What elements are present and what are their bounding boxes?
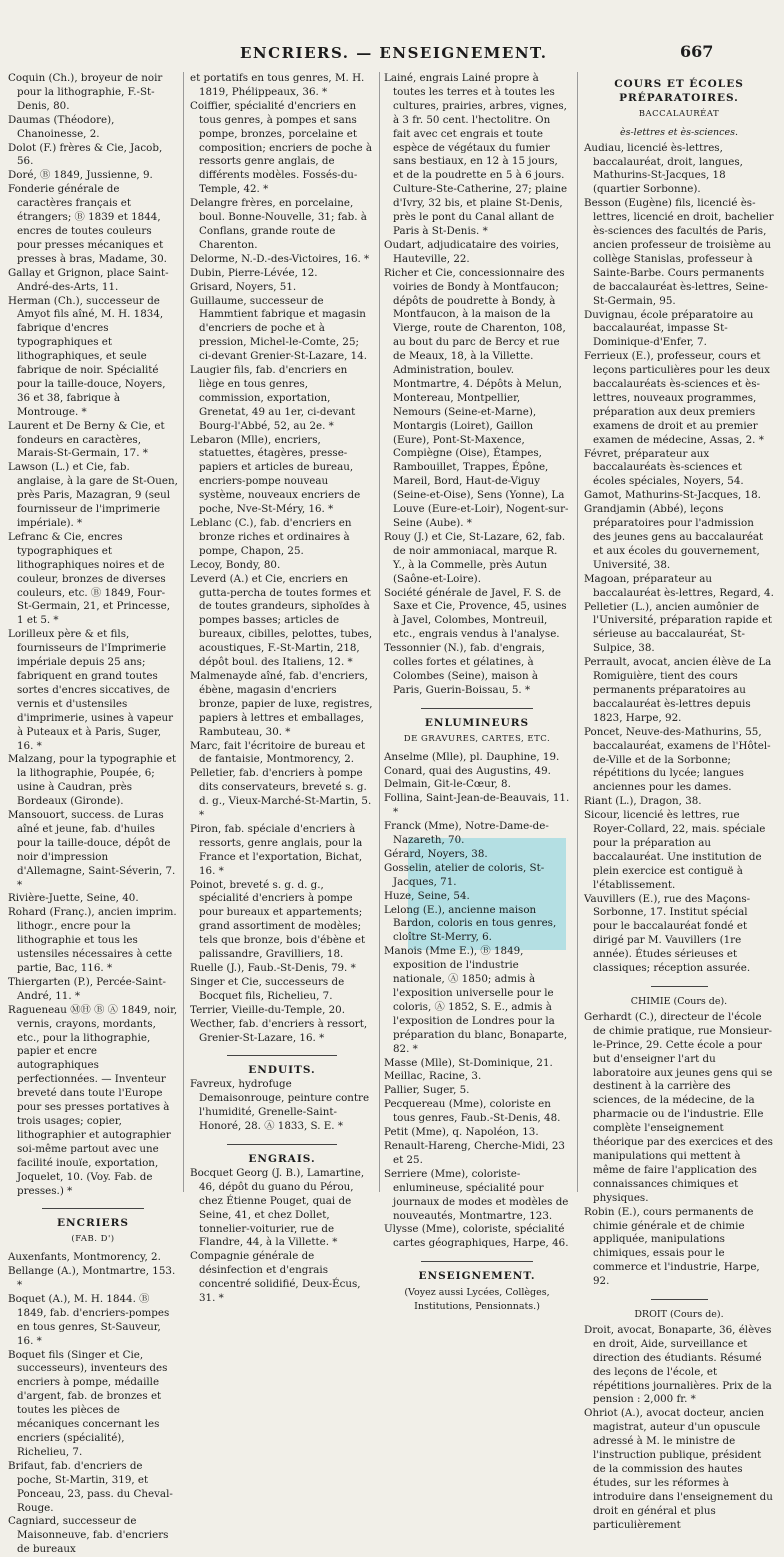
directory-entry: Huze, Seine, 54.	[384, 889, 470, 902]
column-divider	[183, 72, 184, 1192]
directory-entry: Dubin, Pierre-Lévée, 12.	[190, 266, 318, 279]
column-1	[8, 72, 178, 1556]
directory-entry: Vauvillers (E.), rue des Maçons-Sorbonne, 17. Institut spécial pour le baccalauréat fondé et dirigé par M. Vauvillers (1re année). Études sérieuses et classiques; réception assurée.	[584, 892, 751, 975]
directory-entry: Lawson (L.) et Cie, fab. anglaise, à la gare de St-Ouen, près Paris, Mazagran, 9 (seul fournisseur de l'imprimerie impériale). *	[8, 461, 178, 529]
directory-entry: Delangre frères, en porcelaine, boul. Bonne-Nouvelle, 31; fab. à Conflans, grande route de Charenton.	[190, 197, 367, 251]
directory-entry: Conard, quai des Augustins, 49.	[384, 764, 551, 777]
directory-entry: Boquet fils (Singer et Cie, successeurs), inventeurs des encriers à pompe, médaille d'argent, fab. de bronzes et toutes les pièces de mécaniques concernant les encriers (spécialité), Richelieu, 7.	[8, 1348, 168, 1458]
directory-entry: Auxenfants, Montmorency, 2.	[8, 1251, 161, 1264]
directory-entry: Meillac, Racine, 3.	[384, 1070, 482, 1083]
directory-entry: Petit (Mme), q. Napoléon, 13.	[384, 1126, 539, 1139]
directory-entry: Robin (E.), cours permanents de chimie générale et de chimie appliquée, manipulations chimiques, essais pour le commerce et l'industrie, Harpe, 92.	[584, 1205, 760, 1288]
directory-entry: Oudart, adjudicataire des voiries, Hauteville, 22.	[384, 238, 560, 265]
entry-list	[584, 1324, 774, 1533]
directory-entry: Franck (Mme), Notre-Dame-de-Nazareth, 70.	[384, 820, 549, 847]
section-title-enseignement: ENSEIGNEMENT.	[418, 1270, 536, 1283]
directory-entry: Perrault, avocat, ancien élève de La Romiguière, tient des cours permanents préparatoires au baccalauréat ès-lettres depuis 1823, Harpe, 92.	[584, 656, 772, 724]
directory-entry: Gamot, Mathurins-St-Jacques, 18.	[584, 489, 761, 502]
directory-entry: Pecquereau (Mme), coloriste en tous genres, Faub.-St-Denis, 48.	[384, 1098, 561, 1125]
directory-entry: Laurent et De Berny & Cie, et fondeurs en caractères, Marais-St-Germain, 17. *	[8, 419, 165, 460]
directory-entry: Manois (Mme E.), Ⓑ 1849, exposition de l'industrie nationale, Ⓐ 1850; admis à l'exposition universelle pour le coloris, Ⓐ 1852, S. E., admis à l'exposition de Londres pour la préparation du blanc, Bonaparte, 82. *	[384, 945, 568, 1055]
directory-entry: Pallier, Suger, 5.	[384, 1084, 470, 1097]
directory-entry: Terrier, Vieille-du-Temple, 20.	[190, 1003, 345, 1016]
directory-entry: Bocquet Georg (J. B.), Lamartine, 46, dépôt du guano du Pérou, chez Étienne Pouget, quai de Seine, 41, et chez Dollet, tonnelier-voiturier, rue de Flandre, 44, à la Villette. *	[190, 1166, 365, 1249]
directory-entry: Rivière-Juette, Seine, 40.	[8, 892, 139, 905]
directory-entry: Marc, fait l'écritoire de bureau et de fantaisie, Montmorency, 2.	[190, 739, 366, 766]
entry-list	[584, 142, 774, 976]
directory-entry: Ulysse (Mme), coloriste, spécialité cartes géographiques, Harpe, 46.	[384, 1223, 569, 1250]
directory-entry: Malmenayde aîné, fab. d'encriers, ébène, magasin d'encriers bronze, papier de luxe, registres, papiers à lettres et emballages, Rambuteau, 30. *	[190, 669, 373, 738]
section-rule	[421, 1261, 533, 1262]
directory-entry: Gosselin, atelier de coloris, St-Jacques, 71.	[384, 861, 545, 888]
running-title: ENCRIERS. — ENSEIGNEMENT.	[240, 44, 548, 62]
directory-entry: Leverd (A.) et Cie, encriers en gutta-percha de toutes formes et de toutes grandeurs, siphoïdes à pompes basses; articles de bureaux, cibilles, pelottes, tubes, acoustiques, F.-St-Martin, 218, dépôt boul. des Italiens, 12. *	[190, 572, 373, 669]
directory-entry: Pelletier (L.), ancien aumônier de l'Université, préparation rapide et sérieuse au baccalauréat, St-Sulpice, 38.	[584, 600, 772, 655]
directory-entry: Lelong (E.), ancienne maison Bardon, coloris en tous genres, cloître St-Merry, 6.	[384, 903, 557, 944]
directory-entry: Renault-Hareng, Cherche-Midi, 23 et 25.	[384, 1139, 565, 1166]
directory-entry: Daumas (Théodore), Chanoinesse, 2.	[8, 113, 115, 140]
directory-entry: Poinot, breveté s. g. d. g., spécialité d'encriers à pompe pour bureaux et appartements; grand assortiment de modèles; tels que bronze, bois d'ébène et palissandre, Gravilliers, 18.	[190, 878, 366, 961]
directory-entry: Follina, Saint-Jean-de-Beauvais, 11. *	[384, 792, 570, 819]
section-rule	[227, 1055, 337, 1056]
directory-entry: Pelletier, fab. d'encriers à pompe dits conservateurs, breveté s. g. d. g., Vieux-Marché-St-Martin, 5. *	[190, 767, 372, 822]
directory-entry: Masse (Mlle), St-Dominique, 21.	[384, 1056, 553, 1069]
directory-entry: Poncet, Neuve-des-Mathurins, 55, baccalauréat, examens de l'Hôtel-de-Ville et de la Sorbonne; répétitions du lycée; langues anciennes pour les dames.	[584, 725, 771, 794]
directory-entry: Cagniard, successeur de Maisonneuve, fab. d'encriers de bureaux	[8, 1515, 169, 1556]
column-2	[190, 72, 374, 1305]
directory-entry: Magoan, préparateur au baccalauréat ès-lettres, Regard, 4.	[584, 572, 774, 599]
directory-entry: Droit, avocat, Bonaparte, 36, élèves en droit, Aide, surveillance et direction des étudiants. Résumé des leçons de l'école, et répétitions journalières. Prix de la pension : 2,000 fr. *	[584, 1323, 772, 1406]
column-divider	[577, 72, 578, 1192]
directory-entry: Favreux, hydrofuge Demaisonrouge, peinture contre l'humidité, Grenelle-Saint-Honoré, 28. Ⓐ 1833, S. E. *	[190, 1078, 370, 1133]
directory-entry: Riant (L.), Dragon, 38.	[584, 795, 702, 808]
directory-entry: Gallay et Grignon, place Saint-André-des-Arts, 11.	[8, 266, 169, 293]
directory-entry: Grisard, Noyers, 51.	[190, 280, 297, 293]
entry-list	[190, 72, 374, 1045]
section-rule	[651, 986, 708, 987]
directory-entry: Richer et Cie, concessionnaire des voiries de Bondy à Montfaucon; dépôts de poudrette à Bondy, à Montfaucon, à la maison de la Vierge, route de Charenton, 108, au bout du parc de Bercy et rue de Meaux, 18, à la Villette. Administration, boulev. Montmartre, 4. Dépôts à Melun, Montereau, Montpellier, Nemours (Seine-et-Marne), Montargis (Loiret), Gaillon (Eure), Pont-St-Maxence, Compiègne (Oise), Étampes, Rambouillet, Trappes, Épône, Mareil, Bord, Haut-de-Viguy (Seine-et-Oise), Sens (Yonne), La Louve (Eure-et-Loir), Nogent-sur-Seine (Aube). *	[384, 266, 569, 529]
section-title-droit: DROIT (Cours de).	[634, 1309, 724, 1321]
column-divider	[379, 72, 380, 1192]
directory-entry: Besson (Eugène) fils, licencié ès-lettres, licencié en droit, bachelier ès-sciences des facultés de Paris, ancien professeur de troisième au collège Stanislas, professeur à Sainte-Barbe. Cours permanents de baccalauréat ès-lettres, Seine-St-Germain, 95.	[584, 197, 774, 307]
directory-entry: Ragueneau ⓂⒽ Ⓑ Ⓐ 1849, noir, vernis, crayons, mordants, etc., pour la lithographie, papier et encre autographiques perfectionnées. — Inventeur breveté dans toute l'Europe pour ses presses portatives à trois usages; copier, lithographier et autographier soi-même partout avec une facilité inouïe, exportation, Joquelet, 10. (Voy. Fab. de presses.) *	[8, 1003, 178, 1197]
directory-entry: Duvignau, école préparatoire au baccalauréat, impasse St-Dominique-d'Enfer, 7.	[584, 308, 754, 349]
directory-entry: Delorme, N.-D.-des-Victoires, 16. *	[190, 252, 370, 265]
entry-list	[384, 751, 570, 1252]
section-subtitle: BACCALAURÉAT	[638, 108, 720, 119]
directory-entry: Dolot (F.) frères & Cie, Jacob, 56.	[8, 141, 163, 168]
directory-entry: Doré, Ⓑ 1849, Jussienne, 9.	[8, 169, 153, 182]
section-title-enlumineurs: ENLUMINEURS	[424, 716, 530, 729]
directory-entry: Guillaume, successeur de Hammtient fabrique et magasin d'encriers de poche et à pression, Michel-le-Comte, 25; ci-devant Grenier-St-Lazare, 14.	[190, 294, 368, 363]
directory-entry: Sicour, licencié ès lettres, rue Royer-Collard, 22, mais. spéciale pour la préparation au baccalauréat. Une institution de plein exercice est contiguë à l'établissement.	[584, 809, 766, 891]
directory-entry: Compagnie générale de désinfection et d'engrais concentré solidifié, Deux-Écus, 31. *	[190, 1250, 361, 1305]
entry-list	[190, 1167, 374, 1306]
section-rule	[421, 708, 533, 709]
directory-entry: Singer et Cie, successeurs de Bocquet fils, Richelieu, 7.	[190, 975, 345, 1002]
directory-entry: Laugier fils, fab. d'encriers en liège en tous genres, commission, exportation, Grenetat, 49 au 1er, ci-devant Bourg-l'Abbé, 52, au 2e. *	[190, 364, 356, 432]
directory-entry: Gérard, Noyers, 38.	[384, 847, 488, 860]
section-title-cours: COURS ET ÉCOLES PRÉPARATOIRES.	[614, 78, 744, 104]
directory-entry: Lebaron (Mlle), encriers, statuettes, étagères, presse-papiers et articles de bureau, encriers-pompe nouveau système, nouveaux encriers de poche, Nve-St-Méry, 16. *	[190, 433, 361, 516]
directory-entry: Coquin (Ch.), broyeur de noir pour la lithographie, F.-St-Denis, 80.	[8, 72, 163, 112]
entry-list	[384, 72, 570, 698]
directory-entry: Société générale de Javel, F. S. de Saxe et Cie, Provence, 45, usines à Javel, Colombes, Montreuil, etc., engrais vendus à l'analyse.	[384, 586, 567, 641]
directory-entry: Piron, fab. spéciale d'encriers à ressorts, genre anglais, pour la France et l'exportation, Bichat, 16. *	[190, 822, 363, 877]
section-subtitle: DE GRAVURES, CARTES, ETC.	[403, 733, 551, 744]
section-rule	[651, 1299, 708, 1300]
directory-entry: Lainé, engrais Lainé propre à toutes les terres et à toutes les cultures, prairies, arbres, vignes, à 3 fr. 50 cent. l'hectolitre. On fait avec cet engrais et toute espèce de végétaux du fumier sans bestiaux, en 12 à 15 jours, et de la poudrette en 5 à 6 jours. Culture-Ste-Catherine, 27; plaine d'Ivry, 32 bis, et plaine St-Denis, près le pont du Canal allant de Paris à St-Denis. *	[384, 72, 568, 237]
section-title-chimie: CHIMIE (Cours de).	[630, 996, 728, 1007]
column-3	[384, 72, 570, 1313]
column-4	[584, 72, 774, 1531]
directory-entry: Anselme (Mlle), pl. Dauphine, 19.	[384, 750, 560, 763]
directory-entry: Bellange (A.), Montmartre, 153. *	[8, 1265, 176, 1292]
directory-entry: Brifaut, fab. d'encriers de poche, St-Martin, 319, et Ponceau, 23, pass. du Cheval-Rouge.	[8, 1459, 173, 1514]
directory-entry: Rohard (Franç.), ancien imprim. lithogr., encre pour la lithographie et tous les ustensiles nécessaires à cette partie, Bac, 116. *	[8, 906, 177, 974]
directory-entry: Delmain, Git-le-Cœur, 8.	[384, 778, 511, 791]
directory-entry: et portatifs en tous genres, M. H. 1819, Phélippeaux, 36. *	[190, 72, 365, 98]
entry-list	[190, 1078, 374, 1134]
section-subtitle-2: ès-lettres et ès-sciences.	[619, 126, 739, 138]
directory-entry: Boquet (A.), M. H. 1844. Ⓑ 1849, fab. d'encriers-pompes en tous genres, St-Sauveur, 16. *	[8, 1292, 170, 1347]
directory-entry: Serriere (Mme), coloriste-enlumineuse, spécialité pour journaux de modes et modèles de nouveautés, Montmartre, 123.	[384, 1167, 569, 1222]
directory-entry: Févret, préparateur aux baccalauréats ès-sciences et écoles spéciales, Noyers, 54.	[584, 447, 744, 488]
section-title-engrais: ENGRAIS.	[248, 1152, 316, 1165]
directory-entry: Lorilleux père & et fils, fournisseurs de l'Imprimerie impériale depuis 25 ans; fabriquent en grand toutes sortes d'encres siccatives, de vernis et d'ustensiles d'imprimerie, usines à vapeur à Puteaux et à Paris, Suger, 16. *	[8, 628, 174, 752]
section-rule	[227, 1144, 337, 1145]
directory-entry: Tessonnier (N.), fab. d'engrais, colles fortes et gélatines, à Colombes (Seine), maison à Paris, Guerin-Boissau, 5. *	[384, 642, 545, 696]
page-header	[0, 44, 784, 68]
directory-entry: Grandjamin (Abbé), leçons préparatoires pour l'admission des jeunes gens au baccalauréat et aux écoles du gouvernement, Université, 38.	[584, 503, 764, 571]
entry-list	[584, 1011, 774, 1289]
directory-entry: Thiergarten (P.), Percée-Saint-André, 11. *	[8, 975, 166, 1002]
entry-list	[8, 1251, 178, 1557]
section-subtitle: (FAB. D')	[71, 1234, 115, 1245]
directory-entry: Lecoy, Bondy, 80.	[190, 558, 281, 571]
directory-entry: Mansouort, success. de Luras aîné et jeune, fab. d'huiles pour la taille-douce, dépôt de noir d'impression d'Allemagne, Saint-Séverin, 7. *	[8, 809, 176, 891]
directory-entry: Rouy (J.) et Cie, St-Lazare, 62, fab. de noir ammoniacal, marque R. Y., à la Commelle, près Autun (Saône-et-Loire).	[384, 530, 566, 585]
directory-entry: Wecther, fab. d'encriers à ressort, Grenier-St-Lazare, 16. *	[190, 1017, 368, 1044]
section-rule	[42, 1208, 144, 1209]
section-title-enduits: ENDUITS.	[248, 1064, 316, 1077]
page-number: 667	[680, 42, 714, 61]
directory-entry: Lefranc & Cie, encres typographiques et lithographiques noires et de couleur, bronzes de diverses couleurs, etc. Ⓑ 1849, Four-St-Germain, 21, et Princesse, 1 et 5. *	[8, 530, 171, 627]
directory-entry: Fonderie générale de caractères français et étrangers; Ⓑ 1839 et 1844, encres de toutes couleurs pour presses mécaniques et presses à bras, Madame, 30.	[8, 183, 167, 265]
directory-entry: Ferrieux (E.), professeur, cours et leçons particulières pour les deux baccalauréats ès-sciences et ès-lettres, nouveaux programmes, préparation aux deux premiers examens de droit et au premier examen de médecine, Assas, 2. *	[584, 350, 770, 446]
entry-list	[8, 72, 178, 1198]
directory-entry: Malzang, pour la typographie et la lithographie, Poupée, 6; usine à Caudran, près Bordeaux (Gironde).	[8, 753, 177, 808]
directory-entry: Ohriot (A.), avocat docteur, ancien magistrat, auteur d'un opuscule adressé à M. le ministre de l'instruction publique, président de la commission des hautes études, sur les réformes à introduire dans l'enseignement du droit en général et plus particulièrement	[584, 1407, 773, 1531]
directory-entry: Audiau, licencié ès-lettres, baccalauréat, droit, langues, Mathurins-St-Jacques, 18 (quartier Sorbonne).	[584, 141, 743, 196]
section-note: (Voyez aussi Lycées, Collèges, Institutions, Pensionnats.)	[404, 1287, 550, 1313]
directory-entry: Gerhardt (C.), directeur de l'école de chimie pratique, rue Monsieur-le-Prince, 29. Cette école a pour but d'enseigner l'art du laboratoire aux jeunes gens qui se destinent à la carrière des sciences, de la médecine, de la pharmacie ou de l'industrie. Elle complète l'enseignement théorique par des exercices et des manipulations qui mettent à même de faire l'application des connaissances chimiques et physiques.	[584, 1010, 773, 1204]
directory-entry: Leblanc (C.), fab. d'encriers en bronze riches et ordinaires à pompe, Chapon, 25.	[190, 517, 352, 557]
directory-entry: Coiffier, spécialité d'encriers en tous genres, à pompes et sans pompe, bronzes, porcelaine et composition; encriers de poche à ressorts genre anglais, de différents modèles. Fossés-du-Temple, 42. *	[190, 99, 373, 196]
directory-entry: Ruelle (J.), Faub.-St-Denis, 79. *	[190, 962, 356, 974]
directory-entry: Herman (Ch.), successeur de Amyot fils aîné, M. H. 1834, fabrique d'encres typographiques et lithographiques, et seule fabrique de noir. Spécialité pour la taille-douce, Noyers, 36 et 38, fabrique à Montrouge. *	[8, 294, 166, 418]
section-title-encriers: ENCRIERS	[57, 1217, 129, 1230]
